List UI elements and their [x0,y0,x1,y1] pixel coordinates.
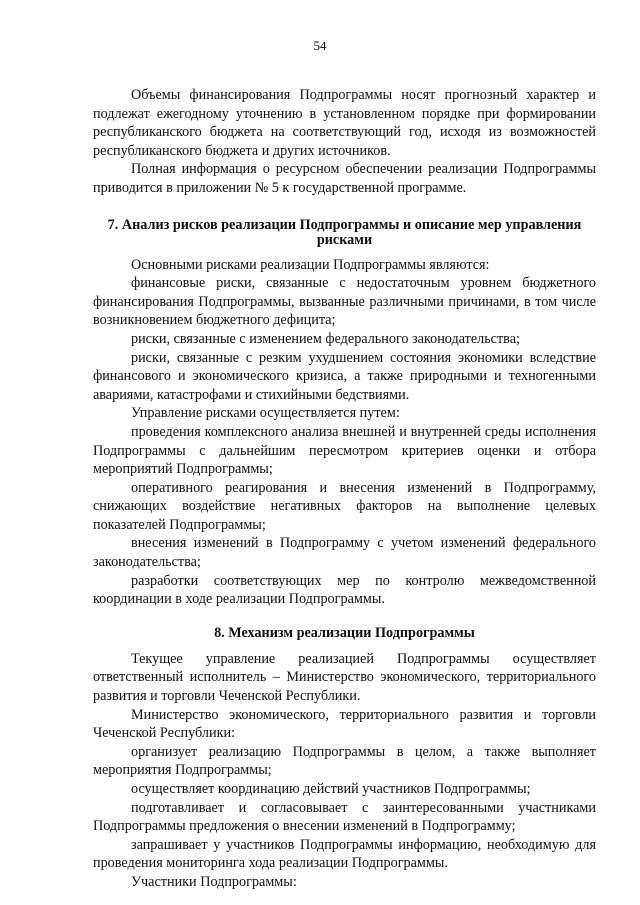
section-8-heading: 8. Механизм реализации Подпрограммы [214,624,475,641]
section-8-paragraph: запрашивает у участников Подпрограммы информацию, необходимую для проведения мониторинга хода реализации Подпрограммы. [93,836,596,872]
page-number: 54 [313,38,327,53]
paragraph-financing-volumes: Объемы финансирования Подпрограммы носят прогнозный характер и подлежат ежегодному уточнению в установленном порядке при формировании республиканского бюджета на соответствующий год, исходя из возможностей республиканского бюджета и других источников. [93,87,596,159]
section-7-paragraph: проведения комплексного анализа внешней и внутренней среды исполнения Подпрограммы с дальнейшим пересмотром критериев оценки и отбора мероприятий Подпрограммы; [93,423,596,478]
section-8-paragraph: организует реализацию Подпрограммы в целом, а также выполняет мероприятия Подпрограммы; [93,743,596,779]
paragraph-resource-info: Полная информация о ресурсном обеспечении реализации Подпрограммы приводится в приложении № 5 к государственной программе. [93,161,596,196]
section-8-paragraph: Министерство экономического, территориального развития и торговли Чеченской Республики: [93,706,596,742]
section-7-heading: 7. Анализ рисков реализации Подпрограммы и описание мер управления рисками [107,216,582,248]
section-7-paragraph: финансовые риски, связанные с недостаточным уровнем бюджетного финансирования Подпрограммы, вызванные различными причинами, в том числе возникновением бюджетного дефицита; [93,275,596,329]
section-7-paragraph: риски, связанные с резким ухудшением состояния экономики вследствие финансового и экономического кризиса, а также природными и техногенными авариями, катастрофами и стихийными бедствиями. [93,349,596,403]
section-8-paragraph: осуществляет координацию действий участников Подпрограммы; [131,781,531,797]
page-body [93,86,596,892]
section-7-paragraph: Управление рисками осуществляется путем: [131,405,400,422]
section-7-paragraph: Основными рисками реализации Подпрограммы являются: [131,256,490,273]
section-8-paragraph: подготавливает и согласовывает с заинтересованными участниками Подпрограммы предложения о внесении изменений в Подпрограмму; [93,799,596,835]
section-8-paragraph: Участники Подпрограммы: [131,873,297,890]
section-7-paragraph: внесения изменений в Подпрограмму с учетом изменений федерального законодательства; [93,535,596,571]
section-7-paragraph: риски, связанные с изменением федерального законодательства; [131,330,520,347]
section-7-paragraph: оперативного реагирования и внесения изменений в Подпрограмму, снижающих воздействие негативных факторов на выполнение целевых показателей Подпрограммы; [93,479,596,533]
section-7-paragraph: разработки соответствующих мер по контролю межведомственной координации в ходе реализации Подпрограммы. [93,572,596,608]
section-8-paragraph: Текущее управление реализацией Подпрограммы осуществляет ответственный исполнитель – Министерство экономического, территориального развития и торговли Чеченской Республики. [93,650,596,705]
